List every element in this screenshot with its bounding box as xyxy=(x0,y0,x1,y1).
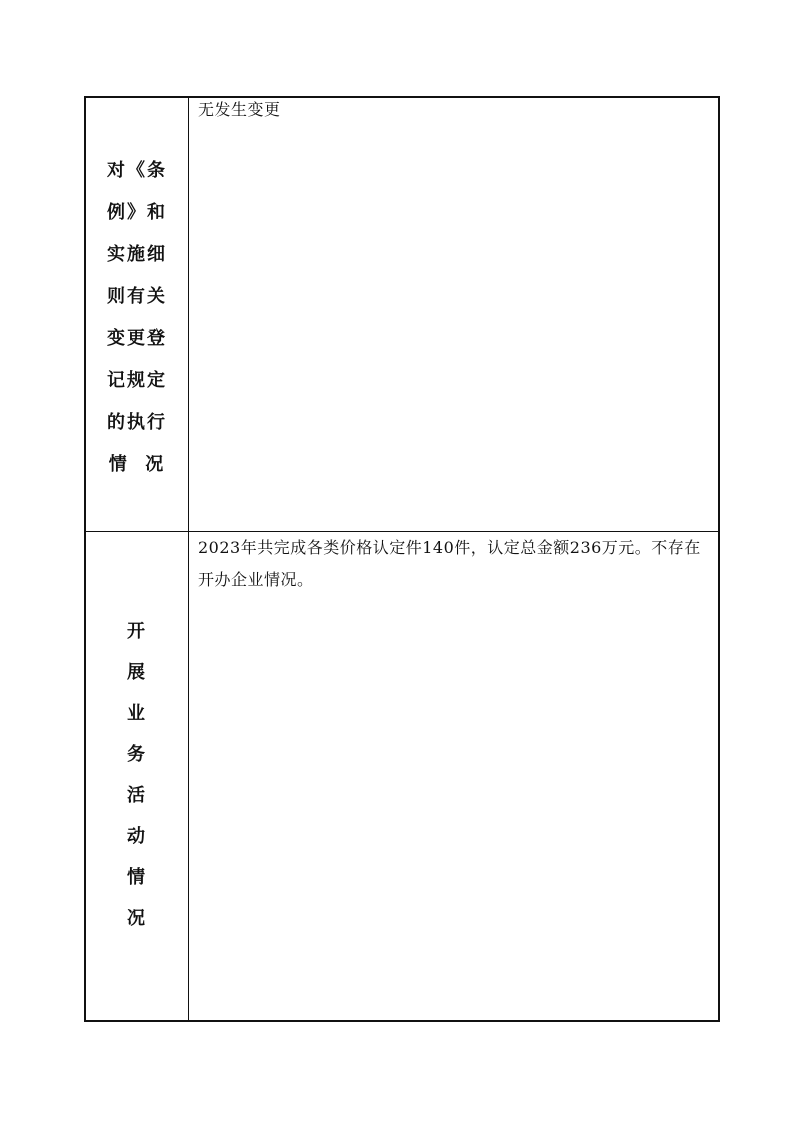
table-row-change-registration xyxy=(86,98,718,532)
row-label-line: 情 xyxy=(127,867,147,888)
row-label-line: 开 xyxy=(127,621,147,642)
report-form-table xyxy=(84,96,720,1022)
row-label-line: 对《条 xyxy=(107,160,167,181)
row-label-line: 则有关 xyxy=(107,286,167,307)
row-content-cell xyxy=(189,532,718,1020)
row-content-text: 无发生变更 xyxy=(198,100,281,119)
row-content-cell xyxy=(189,98,718,531)
row-label-line: 活 xyxy=(127,785,147,806)
row-label-line: 情 况 xyxy=(108,454,166,475)
row-label-line: 记规定 xyxy=(107,370,167,391)
row-label-line: 动 xyxy=(127,826,147,847)
row-label-line: 展 xyxy=(127,662,147,683)
row-label-line: 变更登 xyxy=(107,328,167,349)
row-label-line: 务 xyxy=(127,744,147,765)
table-row-business-activities xyxy=(86,532,718,1020)
row-content-text: 2023年共完成各类价格认定件140件，认定总金额236万元。不存在开办企业情况。 xyxy=(198,538,701,589)
row-label-line: 的执行 xyxy=(107,412,167,433)
row-label-line: 况 xyxy=(127,908,147,929)
row-label-cell xyxy=(86,98,189,531)
row-label-line: 实施细 xyxy=(107,244,167,265)
row-label-line: 业 xyxy=(127,703,147,724)
row-label-line: 例》和 xyxy=(107,202,167,223)
row-label-cell xyxy=(86,532,189,1020)
